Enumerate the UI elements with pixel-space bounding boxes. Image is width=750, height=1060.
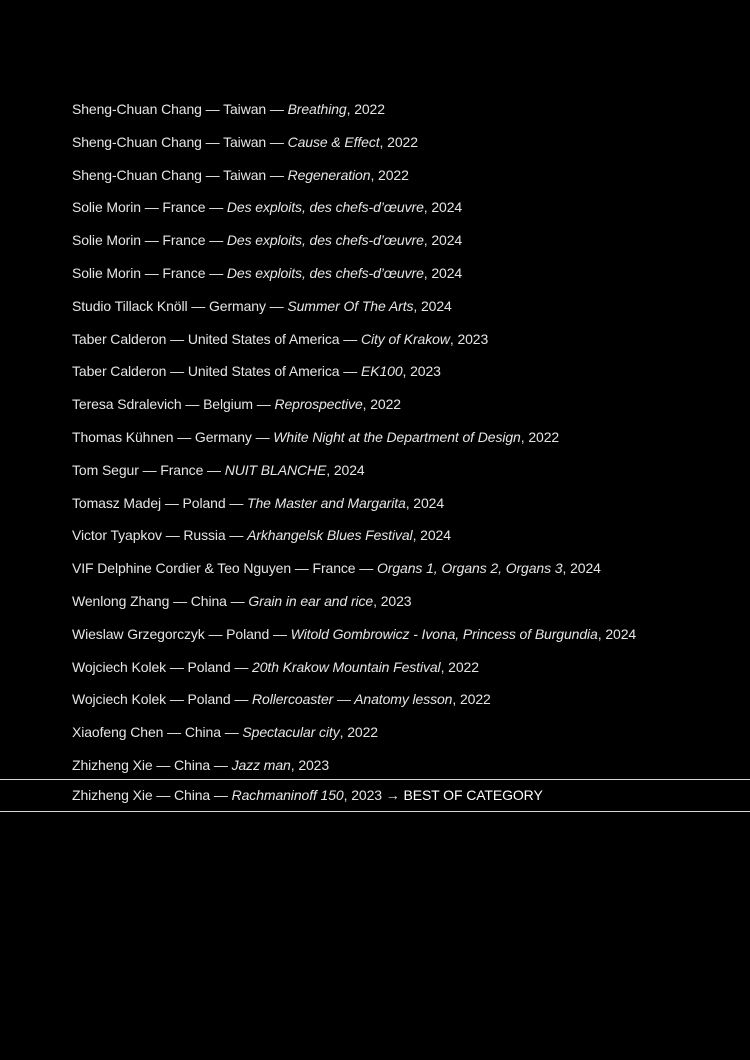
designer-name: VIF Delphine Cordier & Teo Nguyen — [72, 560, 292, 577]
year: 2023 — [298, 756, 330, 773]
list-item: Wojciech Kolek — Poland — 20th Krakow Mountain Festival, 2022 — [72, 658, 479, 675]
list-item: Wieslaw Grzegorczyk — Poland — Witold Gombrowicz - Ivona, Princess of Burgundia, 2024 — [72, 625, 637, 642]
work-title: Spectacular city — [242, 724, 340, 741]
work-title: Cause & Effect — [287, 133, 380, 150]
year: 2022 — [448, 658, 479, 675]
country: Belgium — [203, 396, 253, 413]
year: 2024 — [413, 494, 445, 511]
country: Poland — [226, 625, 270, 642]
year: 2024 — [605, 625, 637, 642]
year: 2022 — [347, 724, 378, 741]
country: France — [160, 461, 204, 478]
designer-name: Zhizheng Xie — [72, 787, 153, 803]
work-title: Grain in ear and rice — [248, 592, 374, 609]
work-title: City of Krakow — [360, 330, 450, 347]
designer-name: Wieslaw Grzegorczyk — [72, 625, 205, 642]
country: China — [174, 787, 211, 803]
year: 2024 — [431, 264, 463, 281]
list-item: Solie Morin — France — Des exploits, des chefs-d’œuvre, 2024 — [72, 232, 463, 249]
year: 2024 — [431, 199, 463, 216]
country: France — [162, 264, 206, 281]
award-label: BEST OF CATEGORY — [403, 787, 543, 803]
year: 2023 — [410, 363, 441, 380]
work-title: Des exploits, des chefs-d’œuvre — [226, 264, 424, 281]
designer-name: Sheng-Chuan Chang — [72, 101, 202, 117]
year: 2024 — [333, 461, 365, 478]
country: United States of America — [187, 363, 340, 380]
list-item: Sheng-Chuan Chang — Taiwan — Cause & Effect, 2022 — [72, 133, 418, 150]
country: France — [162, 199, 206, 216]
list-item: Taber Calderon — United States of America — City of Krakow, 2023 — [72, 330, 489, 347]
work-title: Des exploits, des chefs-d’œuvre — [226, 232, 424, 249]
country: Poland — [187, 658, 231, 675]
year: 2022 — [387, 133, 418, 150]
list-item: Wenlong Zhang — China — Grain in ear and rice, 2023 — [72, 592, 412, 609]
work-title: Witold Gombrowicz - Ivona, Princess of Burgundia — [290, 625, 598, 642]
work-title: The Master and Margarita — [247, 494, 406, 511]
list-item: Teresa Sdralevich — Belgium — Reprospective, 2022 — [72, 396, 401, 413]
list-item: Thomas Kühnen — Germany — White Night at the Department of Design, 2022 — [72, 428, 560, 445]
year: 2024 — [570, 560, 601, 577]
list-item: VIF Delphine Cordier & Teo Nguyen — France — Organs 1, Organs 2, Organs 3, 2024 — [72, 560, 601, 577]
work-title: 20th Krakow Mountain Festival — [252, 658, 441, 675]
highlighted-entry — [0, 779, 750, 812]
country: Germany — [209, 297, 266, 314]
country: Poland — [187, 691, 231, 708]
list-item: Taber Calderon — United States of America — EK100, 2023 — [72, 363, 441, 380]
list-item: Studio Tillack Knöll — Germany — Summer Of The Arts, 2024 — [72, 297, 452, 314]
country: Poland — [182, 494, 226, 511]
list-item: Sheng-Chuan Chang — Taiwan — Breathing, 2022 — [72, 101, 385, 117]
designer-name: Zhizheng Xie — [72, 756, 153, 773]
designer-name: Tomasz Madej — [72, 494, 162, 511]
work-title: EK100 — [360, 363, 403, 380]
year: 2022 — [370, 396, 401, 413]
country: China — [184, 724, 221, 741]
designer-name: Thomas Kühnen — [72, 428, 174, 445]
year: 2022 — [378, 166, 409, 183]
designer-name: Solie Morin — [72, 264, 141, 281]
work-title: Organs 1, Organs 2, Organs 3 — [376, 560, 563, 577]
work-title: Rollercoaster — Anatomy lesson — [252, 691, 453, 708]
year: 2022 — [354, 101, 385, 117]
year: 2023 — [457, 330, 489, 347]
work-title: Breathing — [287, 101, 347, 117]
work-title: Jazz man — [231, 756, 291, 773]
year: 2024 — [420, 527, 451, 544]
year: 2024 — [431, 232, 463, 249]
country: United States of America — [187, 330, 340, 347]
year: 2022 — [459, 691, 491, 708]
designer-name: Teresa Sdralevich — [72, 396, 182, 413]
designer-name: Wenlong Zhang — [72, 592, 170, 609]
work-title: White Night at the Department of Design — [273, 428, 521, 445]
list-item: Sheng-Chuan Chang — Taiwan — Regeneration, 2022 — [72, 166, 409, 183]
country: China — [174, 756, 211, 773]
work-title: NUIT BLANCHE — [224, 461, 327, 478]
work-title: Arkhangelsk Blues Festival — [247, 527, 413, 544]
designer-name: Tom Segur — [72, 461, 139, 478]
award-entry: Zhizheng Xie — China — Rachmaninoff 150, 2023 → BEST OF CATEGORY — [72, 787, 543, 803]
designer-name: Xiaofeng Chen — [72, 724, 164, 741]
list-item: Xiaofeng Chen — China — Spectacular city, 2022 — [72, 724, 378, 741]
country: Russia — [183, 527, 226, 544]
work-title: Regeneration — [287, 166, 371, 183]
year: 2023 — [380, 592, 412, 609]
designer-name: Solie Morin — [72, 232, 141, 249]
year: 2024 — [421, 297, 452, 314]
work-title: Des exploits, des chefs-d’œuvre — [226, 199, 424, 216]
list-item: Tom Segur — France — NUIT BLANCHE, 2024 — [72, 461, 365, 478]
designer-name: Wojciech Kolek — [72, 691, 167, 708]
designer-name: Wojciech Kolek — [72, 658, 167, 675]
designer-name: Victor Tyapkov — [72, 527, 162, 544]
work-title: Summer Of The Arts — [287, 297, 414, 314]
designer-name: Studio Tillack Knöll — [72, 297, 188, 314]
list-item: Wojciech Kolek — Poland — Rollercoaster — Anatomy lesson, 2022 — [72, 691, 491, 708]
country: France — [312, 560, 356, 577]
list-item: Solie Morin — France — Des exploits, des chefs-d’œuvre, 2024 — [72, 199, 463, 216]
arrow-right-icon: → — [385, 787, 400, 803]
year: 2023 — [351, 787, 382, 803]
country: Taiwan — [223, 133, 267, 150]
list-item: Solie Morin — France — Des exploits, des chefs-d’œuvre, 2024 — [72, 264, 463, 281]
list-item: Victor Tyapkov — Russia — Arkhangelsk Blues Festival, 2024 — [72, 527, 451, 544]
country: Taiwan — [223, 101, 267, 117]
list-item: Zhizheng Xie — China — Jazz man, 2023 — [72, 756, 330, 773]
designer-name: Taber Calderon — [72, 363, 167, 380]
year: 2022 — [528, 428, 560, 445]
designer-name: Sheng-Chuan Chang — [72, 133, 202, 150]
designer-name: Sheng-Chuan Chang — [72, 166, 202, 183]
work-title: Rachmaninoff 150 — [231, 787, 344, 803]
country: Taiwan — [223, 166, 267, 183]
list-item: Tomasz Madej — Poland — The Master and Margarita, 2024 — [72, 494, 445, 511]
country: China — [190, 592, 227, 609]
country: Germany — [194, 428, 252, 445]
work-title: Reprospective — [274, 396, 363, 413]
country: France — [162, 232, 206, 249]
entry-list — [72, 93, 750, 782]
designer-name: Taber Calderon — [72, 330, 167, 347]
designer-name: Solie Morin — [72, 199, 141, 216]
